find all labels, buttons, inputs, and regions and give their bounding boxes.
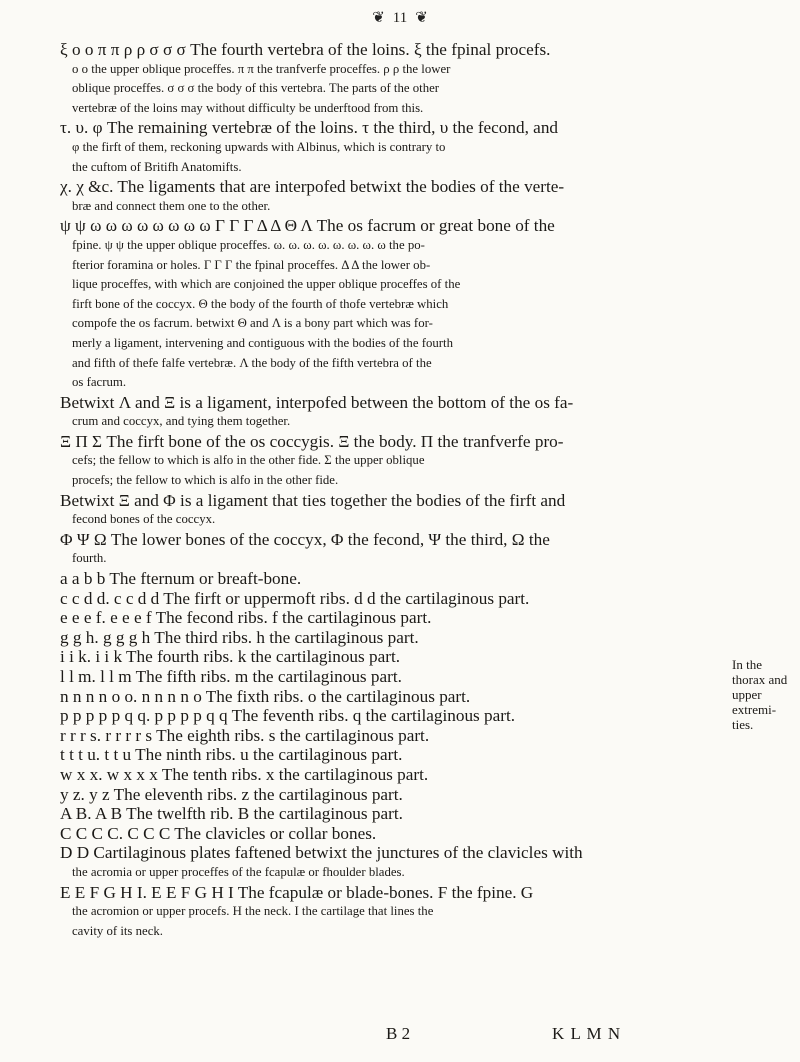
text-line: φ the firft of them, reckoning upwards with Albinus, which is contrary to	[72, 139, 446, 154]
margin-note: In the thorax and upper extremi-ties.	[732, 657, 788, 732]
fleuron-right-icon: ❦	[415, 10, 428, 27]
text-line: the acromion or upper procefs. H the neck. I the cartilage that lines the	[72, 904, 434, 919]
signature-mark: B 2	[386, 1024, 411, 1043]
text-line: cavity of its neck.	[72, 923, 163, 938]
text-line: Betwixt Ξ and Φ is a ligament that ties together the bodies of the firft and	[60, 490, 566, 510]
text-line: E E F G H I. E E F G H I The fcapulæ or blade-bones. F the fpine. G	[60, 882, 534, 902]
text-line: os facrum.	[72, 375, 127, 390]
text-line: a a b b The fternum or breaft-bone.	[60, 569, 302, 589]
text-line: y z. y z The eleventh ribs. z the cartilaginous part.	[60, 784, 403, 804]
text-line: r r r s. r r r r s The eighth ribs. s the cartilaginous part.	[60, 725, 430, 745]
text-line: p p p p p q q. p p p p q q The feventh ribs. q the cartilaginous part.	[60, 706, 516, 726]
text-line: ψ ψ ω ω ω ω ω ω ω ω Γ Γ Γ Δ Δ Θ Λ The os facrum or great bone of the	[60, 216, 555, 236]
text-line: crum and coccyx, and tying them together.	[72, 414, 291, 429]
text-line: fourth.	[72, 551, 107, 566]
text-line: w x x. w x x x The tenth ribs. x the cartilaginous part.	[60, 764, 429, 784]
text-line: merly a ligament, intervening and contiguous with the bodies of the fourth	[72, 335, 453, 350]
text-line: Ξ Π Σ The firft bone of the os coccygis. Ξ the body. Π the tranfverfe pro-	[60, 431, 564, 451]
text-line: bræ and connect them one to the other.	[72, 198, 271, 213]
text-line: vertebræ of the loins may without difficulty be underftood from this.	[72, 100, 424, 115]
text-line: c c d d. c c d d The firft or uppermoft ribs. d d the cartilaginous part.	[60, 588, 530, 608]
text-line: fterior foramina or holes. Γ Γ Γ the fpinal proceffes. Δ Δ the lower ob-	[72, 257, 431, 272]
fleuron-left-icon: ❦	[372, 10, 385, 27]
text-line: t t t u. t t u The ninth ribs. u the cartilaginous part.	[60, 745, 403, 765]
text-line: D D Cartilaginous plates faftened betwixt the junctures of the clavicles with	[60, 843, 583, 863]
text-line: l l m. l l m The fifth ribs. m the cartilaginous part.	[60, 667, 402, 686]
text-line: n n n n o o. n n n n o The fixth ribs. o the cartilaginous part.	[60, 686, 471, 706]
text-line: lique proceffes, with which are conjoined the upper oblique proceffes of the	[72, 277, 461, 292]
text-line: and fifth of thefe falfe vertebræ. Λ the body of the fifth vertebra of the	[72, 355, 432, 370]
text-line: the acromia or upper proceffes of the fcapulæ or fhoulder blades.	[72, 864, 405, 879]
text-line: cefs; the fellow to which is alfo in the other fide. Σ the upper oblique	[72, 453, 425, 468]
text-line: A B. A B The twelfth rib. B the cartilaginous part.	[60, 804, 403, 824]
text-line: τ. υ. φ The remaining vertebræ of the loins. τ the third, υ the fecond, and	[60, 118, 559, 138]
text-line: g g h. g g g h The third ribs. h the cartilaginous part.	[60, 627, 419, 647]
text-line: fecond bones of the coccyx.	[72, 512, 216, 527]
text-line: oblique proceffes. σ σ σ the body of this vertebra. The parts of the other	[72, 81, 440, 96]
text-line: Betwixt Λ and Ξ is a ligament, interpofed between the bottom of the os fa-	[60, 392, 574, 412]
page-number: 11	[392, 10, 408, 27]
text-line: Φ Ψ Ω The lower bones of the coccyx, Φ the fecond, Ψ the third, Ω the	[60, 529, 550, 549]
catchword: K L M N	[552, 1024, 622, 1043]
text-line: compofe the os facrum. betwixt Θ and Λ is a bony part which was for-	[72, 316, 433, 331]
text-line: χ. χ &c. The ligaments that are interpofed betwixt the bodies of the verte-	[60, 177, 565, 197]
page-footer	[0, 1024, 800, 1048]
text-line: fpine. ψ ψ the upper oblique proceffes. ω. ω. ω. ω. ω. ω. ω. ω the po-	[72, 237, 425, 252]
text-line: ξ ο ο π π ρ ρ σ σ σ The fourth vertebra of the loins. ξ the fpinal procefs.	[60, 40, 551, 59]
text-line: firft bone of the coccyx. Θ the body of the fourth of thofe vertebræ which	[72, 296, 449, 311]
text-line: ο ο the upper oblique proceffes. π π the tranfverfe proceffes. ρ ρ the lower	[72, 61, 451, 76]
text-line: e e e f. e e e f The fecond ribs. f the cartilaginous part.	[60, 608, 432, 628]
page-header	[0, 8, 800, 28]
text-line: C C C C. C C C The clavicles or collar bones.	[60, 823, 377, 843]
text-line: the cuftom of Britifh Anatomifts.	[72, 159, 242, 174]
text-line: i i k. i i k The fourth ribs. k the cartilaginous part.	[60, 647, 401, 667]
text-line: procefs; the fellow to which is alfo in the other fide.	[72, 473, 339, 488]
body-text	[60, 40, 720, 941]
